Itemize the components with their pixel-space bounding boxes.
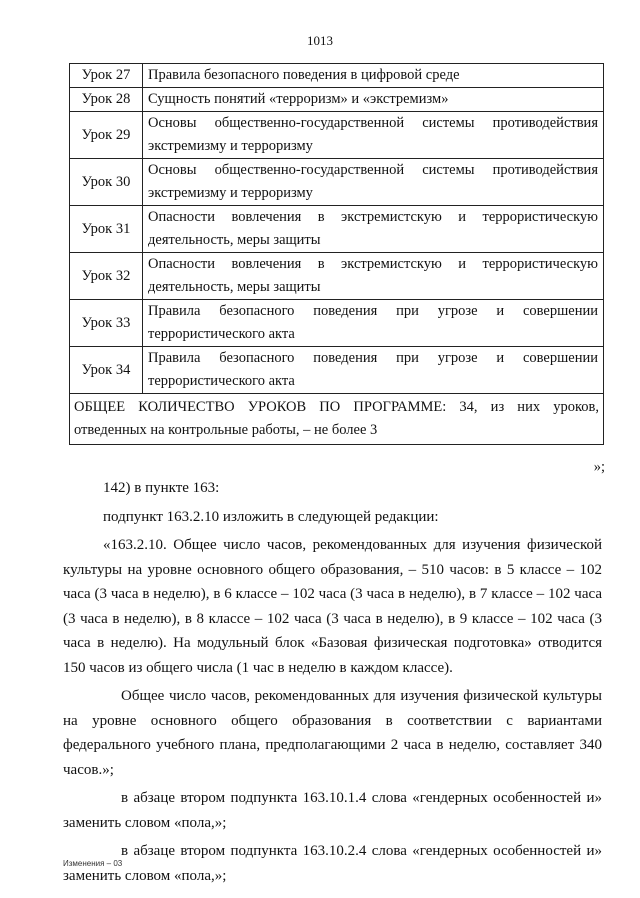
lesson-topic: Опасности вовлечения в экстремистскую и террористическую деятельность, меры защиты <box>143 206 604 253</box>
table-row <box>70 300 604 347</box>
lesson-topic: Правила безопасного поведения в цифровой среде <box>143 64 604 88</box>
lesson-topic: Правила безопасного поведения при угрозе и совершении террористического акта <box>143 347 604 394</box>
table-row <box>70 112 604 159</box>
lesson-number: Урок 34 <box>70 347 143 394</box>
paragraph-replace-1: в абзаце втором подпункта 163.10.1.4 слова «гендерных особенностей и» заменить словом «пола,»; <box>63 790 602 831</box>
lesson-topic: Основы общественно-государственной системы противодействия экстремизму и терроризму <box>143 112 604 159</box>
paragraph-subclause-intro: подпункт 163.2.10 изложить в следующей редакции: <box>103 508 439 525</box>
lesson-number: Урок 29 <box>70 112 143 159</box>
total-lessons: ОБЩЕЕ КОЛИЧЕСТВО УРОКОВ ПО ПРОГРАММЕ: 34, из них уроков, отведенных на контрольные работы, – не более 3 <box>70 394 604 445</box>
lesson-topic: Основы общественно-государственной системы противодействия экстремизму и терроризму <box>143 159 604 206</box>
table-row <box>70 347 604 394</box>
paragraph-item-142: 142) в пункте 163: <box>103 480 220 496</box>
lesson-number: Урок 30 <box>70 159 143 206</box>
table-row <box>70 206 604 253</box>
lesson-topic: Правила безопасного поведения при угрозе и совершении террористического акта <box>143 300 604 347</box>
lesson-number: Урок 33 <box>70 300 143 347</box>
page-number: 1013 <box>307 33 333 48</box>
lesson-number: Урок 31 <box>70 206 143 253</box>
footer-note: Изменения – 03 <box>63 859 123 868</box>
lesson-number: Урок 32 <box>70 253 143 300</box>
table-row <box>70 253 604 300</box>
table-total-row <box>70 394 604 445</box>
table-row <box>70 64 604 88</box>
table-row <box>70 88 604 112</box>
table-row <box>70 159 604 206</box>
lesson-number: Урок 28 <box>70 88 143 112</box>
amendment-text <box>63 476 602 888</box>
lesson-number: Урок 27 <box>70 64 143 88</box>
lesson-topic: Опасности вовлечения в экстремистскую и террористическую деятельность, меры защиты <box>143 253 604 300</box>
paragraph-total-hours: Общее число часов, рекомендованных для изучения физической культуры на уровне основного общего образования в соответствии с вариантами федерального учебного плана, предполагающими 2 часа в неделю, составляет 340 часов.»; <box>63 688 602 778</box>
paragraph-new-wording: «163.2.10. Общее число часов, рекомендованных для изучения физической культуры на уровне основного общего образования, – 510 часов: в 5 классе – 102 часа (3 часа в неделю), в 6 классе – 102 часа (3 часа в неделю), в 7 классе – 102 часа (3 часа в неделю), в 8 классе – 102 часа (3 часа в неделю), в 9 классе – 102 часа (3 часа в неделю). На модульный блок «Базовая физическая подготовка» отводится 150 часов из общего числа (1 час в неделю в каждом классе). <box>63 537 602 676</box>
paragraph-replace-2: в абзаце втором подпункта 163.10.2.4 слова «гендерных особенностей и» заменить словом «пола,»; <box>63 843 602 884</box>
lesson-topic: Сущность понятий «терроризм» и «экстремизм» <box>143 88 604 112</box>
lessons-table <box>69 63 604 445</box>
closing-quote: »; <box>593 459 605 475</box>
